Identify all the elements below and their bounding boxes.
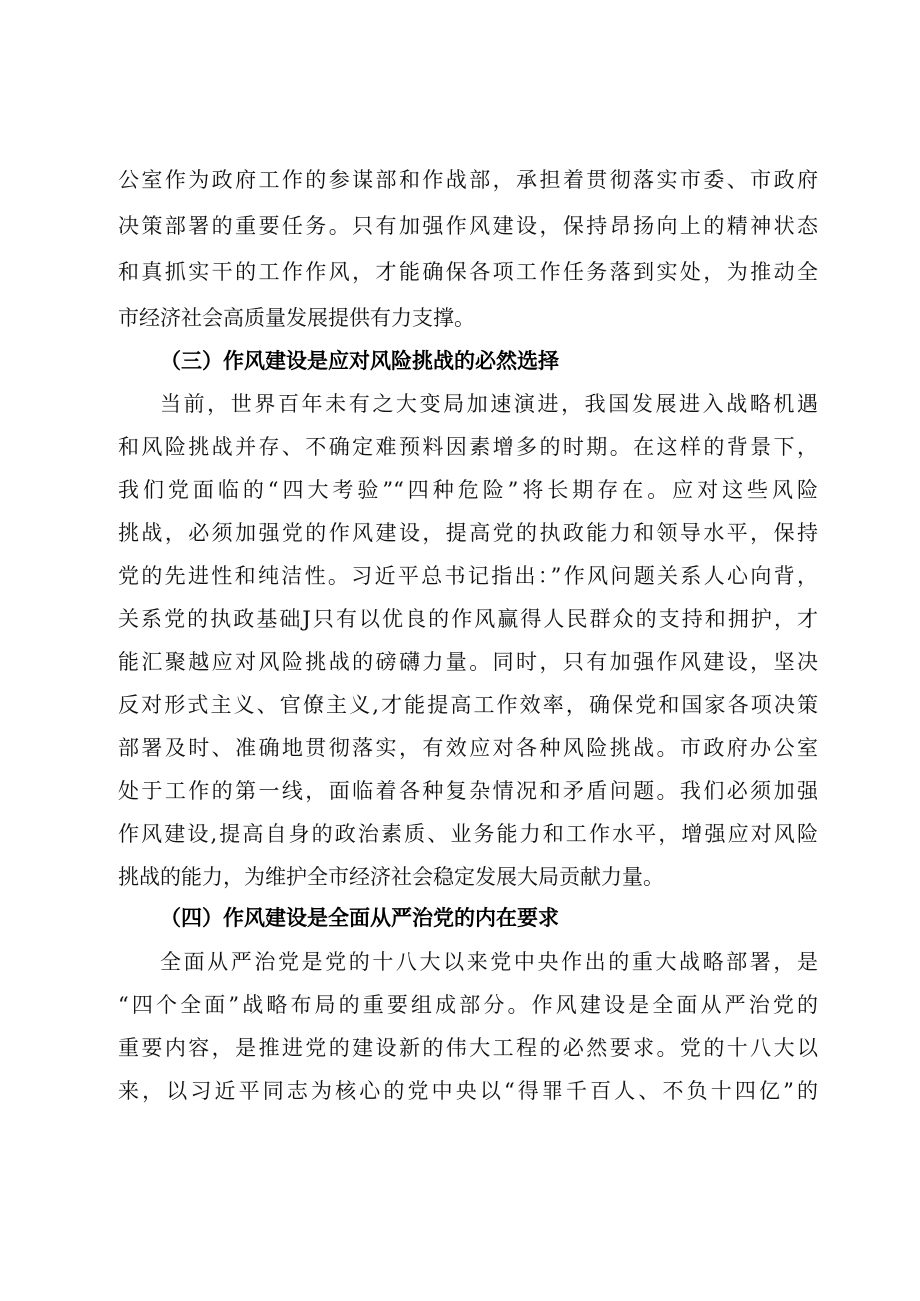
paragraph-line: 全面从严治党是党的十八大以来党中央作出的重大战略部署，是 [160,950,818,974]
paragraph-line: 反对形式主义、官僚主义,才能提高工作效率，确保党和国家各项决策 [118,693,818,717]
paragraph-line: 来，以习近平同志为核心的党中央以“得罪千百人、不负十四亿”的 [118,1079,818,1103]
paragraph-line: 作风建设,提高自身的政治素质、业务能力和工作水平，增强应对风险 [118,822,818,846]
paragraph-line: 我们党面临的“四大考验”“四种危险”将长期存在。应对这些风险 [118,478,818,502]
paragraph-line: 市经济社会高质量发展提供有力支撑。 [118,306,475,330]
paragraph-line: 党的先进性和纯洁性。习近平总书记指出：”作风问题关系人心向背， [118,564,818,588]
paragraph-line: 重要内容，是推进党的建设新的伟大工程的必然要求。党的十八大以 [118,1036,818,1060]
paragraph-line: 和风险挑战并存、不确定难预料因素增多的时期。在这样的背景下， [118,435,818,459]
paragraph-line: 处于工作的第一线，面临着各种复杂情况和矛盾问题。我们必须加强 [118,779,818,803]
paragraph-line: 决策部署的重要任务。只有加强作风建设，保持昂扬向上的精神状态 [118,214,818,238]
paragraph-line: 挑战，必须加强党的作风建设，提高党的执政能力和领导水平，保持 [118,521,818,545]
paragraph-line: “四个全面”战略布局的重要组成部分。作风建设是全面从严治党的 [118,993,818,1017]
section-heading: （四）作风建设是全面从严治党的内在要求 [160,906,559,930]
paragraph-line: 挑战的能力，为维护全市经济社会稳定发展大局贡献力量。 [118,865,664,889]
paragraph-line: 能汇聚越应对风险挑战的磅礴力量。同时，只有加强作风建设，坚决 [118,650,818,674]
section-heading: （三）作风建设是应对风险挑战的必然选择 [160,349,559,373]
paragraph-line: 部署及时、准确地贯彻落实，有效应对各种风险挑战。市政府办公室 [118,736,818,760]
paragraph-line: 当前，世界百年未有之大变局加速演进，我国发展进入战略机遇 [160,392,818,416]
paragraph-line: 和真抓实干的工作作风，才能确保各项工作任务落到实处，为推动全 [118,260,818,284]
paragraph-line: 公室作为政府工作的参谋部和作战部，承担着贯彻落实市委、市政府 [118,168,818,192]
paragraph-line: 关系党的执政基础J只有以优良的作风赢得人民群众的支持和拥护，才 [118,607,818,631]
